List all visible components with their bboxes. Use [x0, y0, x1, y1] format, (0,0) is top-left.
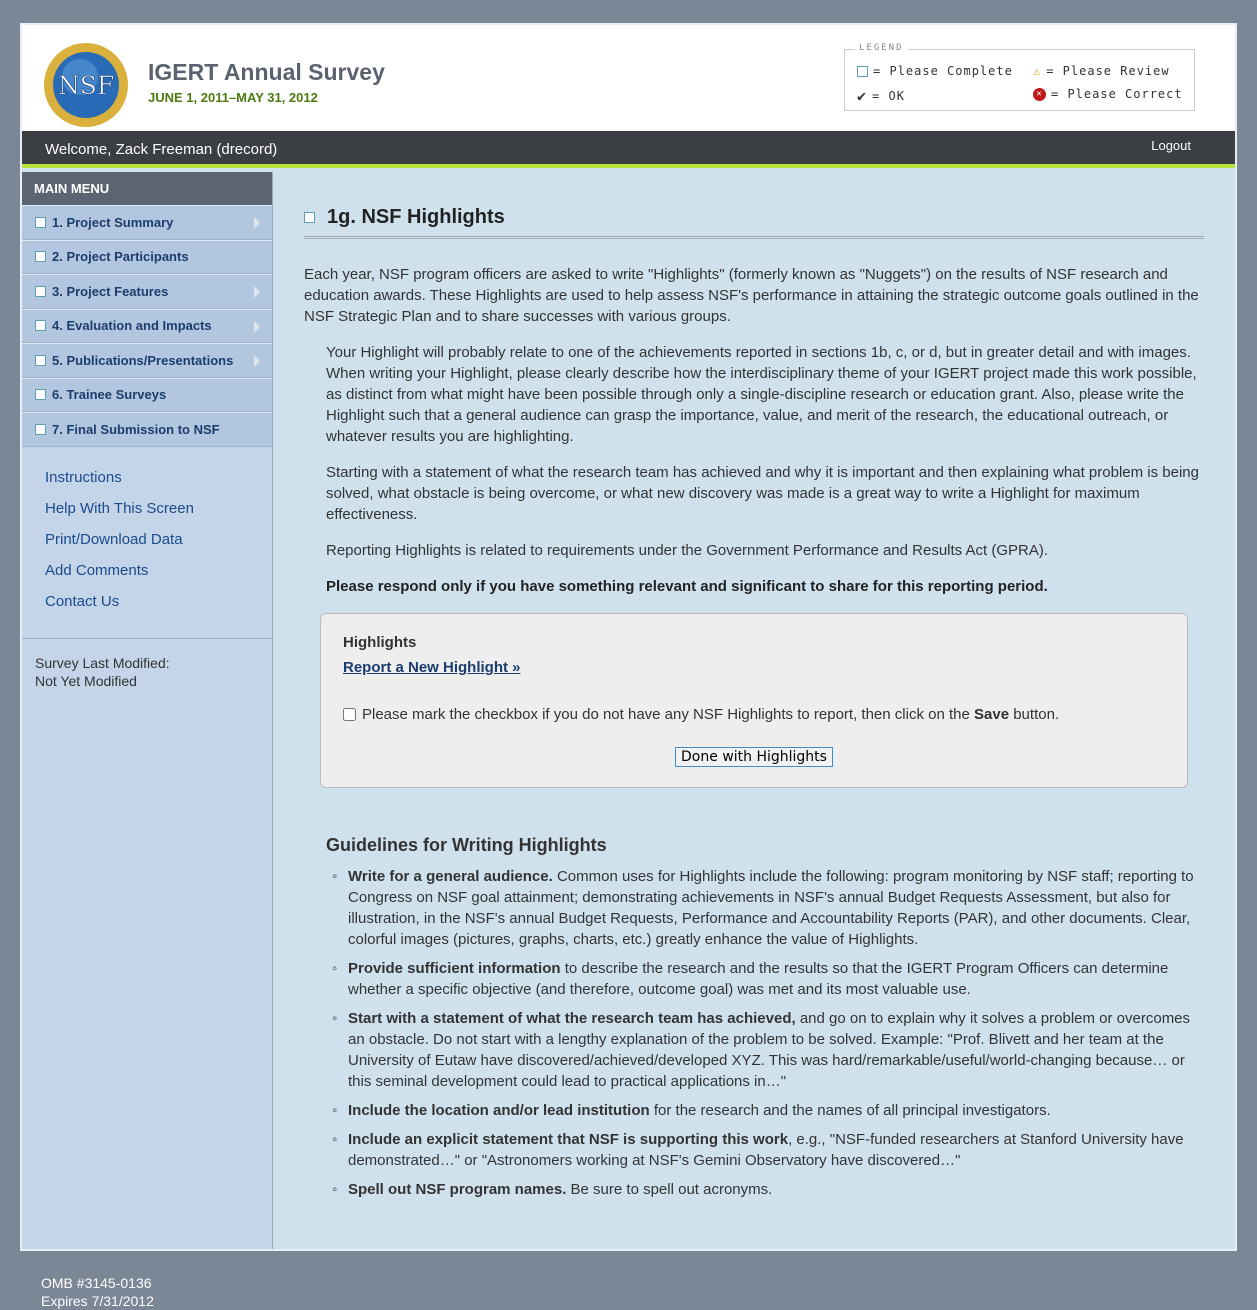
- instructions-link[interactable]: Instructions: [45, 468, 122, 486]
- chevron-right-icon: [254, 321, 260, 333]
- guideline-item: [348, 1008, 1204, 1092]
- header: [22, 25, 1235, 131]
- page-title-text: 1g. NSF Highlights: [327, 206, 505, 228]
- footer: [41, 1274, 154, 1310]
- menu-item-final-submission[interactable]: [22, 412, 272, 447]
- last-modified: [22, 638, 272, 705]
- gpra-paragraph: Reporting Highlights is related to requirements under the Government Performance and Results Act (GPRA).: [326, 542, 1049, 559]
- guideline-bold: Include an explicit statement that NSF is supporting this work: [348, 1131, 789, 1148]
- warning-icon: ⚠: [1033, 64, 1042, 78]
- welcome-bar: [22, 131, 1235, 168]
- chevron-right-icon: [254, 355, 260, 367]
- guideline-item: [348, 866, 1204, 950]
- chevron-right-icon: [254, 217, 260, 229]
- guideline-bold: Start with a statement of what the research team has achieved,: [348, 1010, 796, 1027]
- guideline-item: [348, 1129, 1204, 1171]
- menu-label: 5. Publications/Presentations: [52, 352, 234, 368]
- menu-item-project-summary[interactable]: [22, 205, 272, 240]
- no-highlights-checkbox[interactable]: [343, 708, 356, 721]
- welcome-text: Welcome, Zack Freeman (drecord): [45, 141, 278, 158]
- status-checkbox-icon: [35, 320, 46, 331]
- contact-us-link[interactable]: Contact Us: [45, 592, 120, 610]
- sidebar-links: [22, 447, 272, 610]
- guidelines-title: Guidelines for Writing Highlights: [326, 835, 607, 855]
- last-modified-label: Survey Last Modified:: [35, 655, 170, 671]
- main-menu-heading: MAIN MENU: [22, 172, 272, 205]
- guideline-item: [348, 1179, 1204, 1200]
- legend: [844, 43, 1195, 111]
- instruction-paragraph: Starting with a statement of what the research team has achieved and why it is important and then explaining what problem is being solved, what obstacle is being overcome, or what new discovery was made is a great way to write a Highlight for maximum effectiveness.: [326, 464, 1199, 523]
- guideline-bold: Write for a general audience.: [348, 868, 553, 885]
- guideline-text: and go on to explain why it solves a problem or overcomes an obstacle. Do not start with a lengthy explanation of the problem to be solved. Example: "Prof. Blivett and her team at the University of Eutaw have discovered/achieved/developed XYZ. This was hard/remarkable/useful/world-changing because… or this seminal development could lead to practical applications in…": [348, 1010, 1191, 1090]
- menu-item-project-features[interactable]: [22, 274, 272, 309]
- status-checkbox-icon: [35, 424, 46, 435]
- legend-title: LEGEND: [855, 43, 908, 53]
- guideline-text: to describe the research and the results so that the IGERT Program Officers can determine whether a specific objective (and therefore, outcome goal) was met and its most valuable use.: [348, 960, 1169, 998]
- menu-label: 4. Evaluation and Impacts: [52, 318, 212, 334]
- menu-label: 2. Project Participants: [52, 249, 189, 265]
- checkbox-label: [362, 704, 1059, 725]
- status-checkbox-icon: [35, 251, 46, 262]
- menu-label: 7. Final Submission to NSF: [52, 421, 220, 437]
- guideline-bold: Provide sufficient information: [348, 960, 561, 977]
- status-checkbox-icon: [35, 389, 46, 400]
- page-title: [304, 207, 1204, 239]
- help-link[interactable]: Help With This Screen: [45, 499, 194, 517]
- menu-item-trainee-surveys[interactable]: [22, 378, 272, 413]
- guideline-text: , e.g., "NSF-funded researchers at Stanford University have demonstrated…" or "Astronomers working at NSF's Gemini Observatory have discovered…": [348, 1131, 1184, 1169]
- survey-period: JUNE 1, 2011–MAY 31, 2012: [148, 90, 318, 105]
- app-title: IGERT Annual Survey: [148, 59, 385, 85]
- report-new-highlight-link[interactable]: Report a New Highlight »: [343, 659, 521, 676]
- add-comments-link[interactable]: Add Comments: [45, 561, 149, 579]
- menu-label: 1. Project Summary: [52, 214, 174, 230]
- page-container: [20, 23, 1237, 1251]
- status-checkbox-icon: [35, 286, 46, 297]
- legend-correct: = Please Correct: [1051, 87, 1183, 101]
- svg-text:NSF: NSF: [57, 71, 115, 100]
- menu-label: 6. Trainee Surveys: [52, 387, 167, 403]
- intro-paragraph: Each year, NSF program officers are asked to write "Highlights" (formerly known as "Nuggets") on the results of NSF research and education awards. These Highlights are used to help assess NSF's performance in attaining the strategic outcome goals outlined in the NSF Strategic Plan and to share successes with various groups.: [304, 266, 1199, 325]
- last-modified-value: Not Yet Modified: [35, 673, 137, 689]
- checkmark-icon: ✔: [857, 87, 868, 105]
- guideline-item: [348, 1100, 1204, 1121]
- legend-review: = Please Review: [1046, 64, 1170, 78]
- sidebar: [22, 172, 273, 1249]
- print-download-link[interactable]: Print/Download Data: [45, 530, 183, 548]
- status-checkbox-icon: [304, 212, 315, 223]
- legend-complete: = Please Complete: [873, 64, 1013, 78]
- menu-item-project-participants[interactable]: [22, 240, 272, 275]
- checkbox-label-text: Please mark the checkbox if you do not have any NSF Highlights to report, then click on the: [362, 706, 974, 723]
- highlights-heading: Highlights: [343, 634, 417, 651]
- status-checkbox-icon: [35, 217, 46, 228]
- nsf-logo: [42, 41, 130, 129]
- done-with-highlights-button[interactable]: Done with Highlights: [675, 747, 833, 767]
- guideline-text: for the research and the names of all principal investigators.: [649, 1102, 1051, 1119]
- save-word: Save: [974, 706, 1010, 723]
- guideline-item: [348, 958, 1204, 1000]
- status-checkbox-icon: [35, 355, 46, 366]
- instruction-paragraph: Your Highlight will probably relate to one of the achievements reported in sections 1b, c, or d, but in greater detail and with images. When writing your Highlight, please clearly describe how the interdisciplinary theme of your IGERT project made this work possible, as distinct from what might have been possible through only a single-discipline research or education grant. Also, please write the Highlight such that a general audience can grasp the importance, value, and merit of the research, the educational outreach, or whatever results you are highlighting.: [326, 344, 1197, 445]
- main-content: [304, 207, 1204, 1208]
- guideline-bold: Include the location and/or lead institution: [348, 1102, 650, 1119]
- error-icon: ✕: [1033, 88, 1046, 101]
- legend-ok: = OK: [872, 89, 905, 103]
- omb-number: OMB #3145-0136: [41, 1275, 152, 1291]
- menu-label: 3. Project Features: [52, 283, 169, 299]
- guideline-text: Common uses for Highlights include the following: program monitoring by NSF staff; reporting to Congress on NSF goal attainment; demonstrating achievements in NSF's annual Budget Requests Assessment, but also for illustration, in the NSF's annual Budget Requests, Performance and Accountability Reports (PAR), and other documents. Clear, colorful images (pictures, graphs, charts, etc.) greatly enhance the value of Highlights.: [348, 868, 1194, 948]
- highlights-panel: [320, 613, 1188, 788]
- logout-link[interactable]: Logout: [1151, 138, 1191, 153]
- expiration-date: Expires 7/31/2012: [41, 1293, 154, 1309]
- guideline-bold: Spell out NSF program names.: [348, 1181, 567, 1198]
- guideline-text: Be sure to spell out acronyms.: [566, 1181, 773, 1198]
- chevron-right-icon: [254, 286, 260, 298]
- checkbox-empty-icon: [857, 66, 868, 77]
- menu-item-publications[interactable]: [22, 343, 272, 378]
- menu-item-evaluation[interactable]: [22, 309, 272, 344]
- respond-note: Please respond only if you have something relevant and significant to share for this reporting period.: [326, 578, 1048, 595]
- checkbox-label-end: button.: [1009, 706, 1060, 723]
- guidelines: [304, 835, 1204, 1200]
